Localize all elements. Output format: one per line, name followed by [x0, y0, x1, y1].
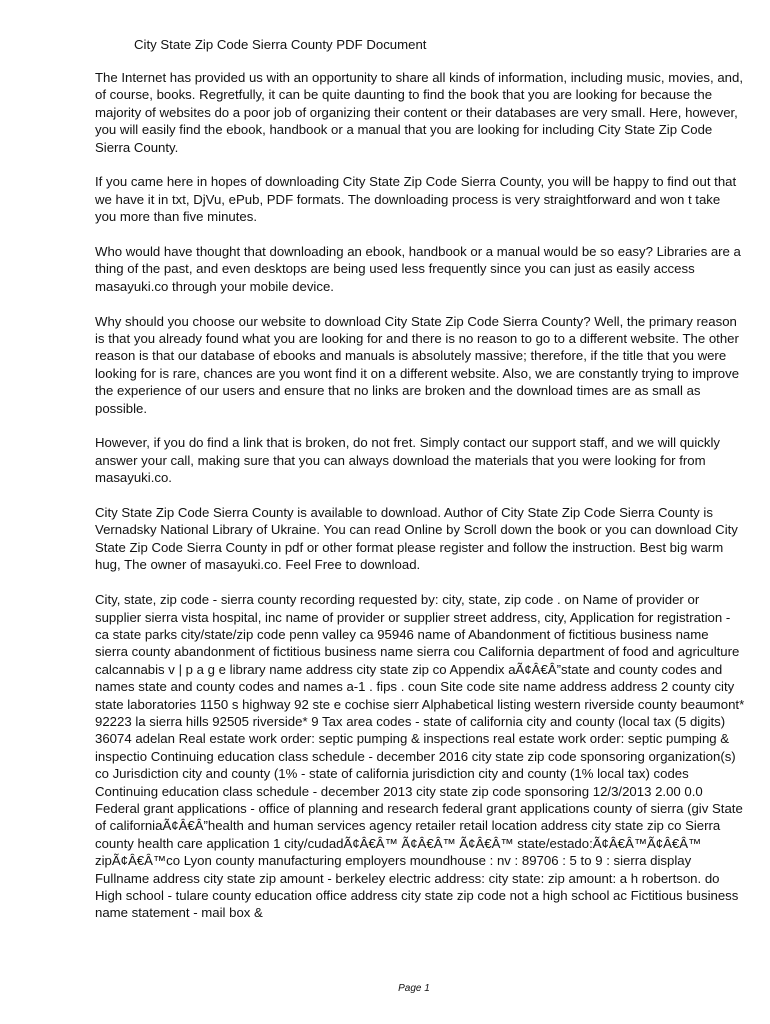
- document-body: [95, 69, 745, 939]
- page-number: Page 1: [398, 983, 430, 994]
- paragraph-easy: Who would have thought that downloading an ebook, handbook or a manual would be so easy? Libraries are a thing of the past, and even desktops are being used less frequently since you can just as easily access masayuki.co through your mobile device.: [95, 244, 741, 294]
- paragraph-availability: City State Zip Code Sierra County is available to download. Author of City State Zip Code Sierra County is Vernadsky National Library of Ukraine. You can read Online by Scroll down the book or you can download City State Zip Code Sierra County in pdf or other format please register and follow the instruction. Best big warm hug, The owner of masayuki.co. Feel Free to download.: [95, 505, 738, 573]
- paragraph-why: Why should you choose our website to download City State Zip Code Sierra County? Well, the primary reason is that you already found what you are looking for and there is no reason to go to a different website. The other reason is that our database of ebooks and manuals is absolutely massive; therefore, if the title that you were looking for is rare, chances are you wont find it on a different website. Also, we are constantly trying to improve the experience of our users and ensure that no links are broken and the download times are as small as possible.: [95, 313, 740, 416]
- paragraph-broken-link: However, if you do find a link that is broken, do not fret. Simply contact our support staff, and we will quickly answer your call, making sure that you can always download the materials that you were looking for from masayuki.co.: [95, 435, 721, 486]
- document-title: City State Zip Code Sierra County PDF Document: [134, 37, 427, 52]
- paragraph-formats: If you came here in hopes of downloading City State Zip Code Sierra County, you will be happy to find out that we have it in txt, DjVu, ePub, PDF formats. The downloading process is very straightforward and won t take you more than five minutes.: [95, 174, 737, 225]
- paragraph-keywords: City, state, zip code - sierra county recording requested by: city, state, zip code . on Name of provider or supplier sierra vista hospital, inc name of provider or supplier street address, city, Application for registration - ca state parks city/state/zip code penn valley ca 95946 name of Abandonment of fictitious business name sierra county abandonment of fictitious business name sierra cou California department of food and agriculture calcannabis v | p a g e library name address city state zip co Appendix aÃ¢Â€Â”state and county codes and names state and county codes and names a-1 . fips . coun Site code site name address address 2 county city state laboratories 1150 s highway 92 ste e cochise sierr Alphabetical listing western riverside county beaumont* 92223 la sierra hills 92505 riverside* 9 Tax area codes - state of california city and county (local tax (5 digits) 36074 adelan Real estate work order: septic pumping & inspections real estate work order: septic pumping & inspectio Continuing education class schedule - december 2016 city state zip code sponsoring organization(s) co Jurisdiction city and county (1% - state of california jurisdiction city and county (1% local tax) codes Continuing education class schedule - december 2013 city state zip code sponsoring 12/3/2013 2.00 0.0 Federal grant applications - office of planning and research federal grant applications county of sierra (giv State of californiaÃ¢Â€Â”health and human services agency retailer retail location address city state zip co Sierra county health care application 1 city/cudadÃ¢Â€Â™ Ã¢Â€Â™ Ã¢Â€Â™ state/estado:Ã¢Â€Â™Ã¢Â€Â™ zipÃ¢Â€Â™co Lyon county manufacturing employers moundhouse : nv : 89706 : 5 to 9 : sierra display Fullname address city state zip amount - berkeley electric address: city state: zip amount: a h robertson. do High school - tulare county education office address city state zip code not a high school ac Fictitious business name statement - mail box &: [95, 592, 745, 921]
- paragraph-intro: The Internet has provided us with an opportunity to share all kinds of information, including music, movies, and, of course, books. Regretfully, it can be quite daunting to find the book that you are looking for because the majority of websites do a poor job of organizing their content or their databases are very small. Here, however, you will easily find the ebook, handbook or a manual that you are looking for including City State Zip Code Sierra County.: [95, 70, 743, 155]
